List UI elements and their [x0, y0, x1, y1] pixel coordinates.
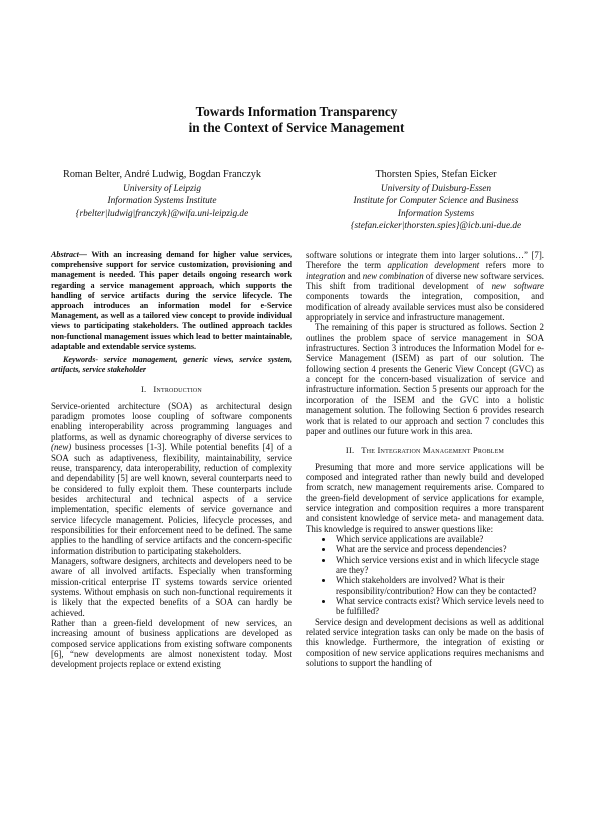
text-run: Service-oriented architecture (SOA) as architectural design paradigm promotes loose coupling of software components enabling interoperability across programming languages and platforms, as well as dynamic choreography of diverse services to: [51, 400, 292, 442]
author-university: University of Leipzig: [123, 184, 201, 195]
list-item: • Which service applications are available?: [334, 534, 544, 544]
list-item: • Which service versions exist and in which lifecycle stage are they?: [334, 555, 544, 576]
text-run-italic: (new): [51, 442, 72, 453]
abstract-lead: Abstract—: [51, 250, 87, 259]
author-names: Thorsten Spies, Stefan Eicker: [375, 169, 497, 180]
paper-title: [0, 104, 593, 136]
keywords: Keywords- service management, generic views, service system, artifacts, service stakeholder: [51, 355, 292, 375]
text-run: software solutions or integrate them into larger solutions…” [7]. Therefore the term: [306, 250, 544, 271]
abstract: [51, 250, 292, 352]
author-institute-2: Information Systems: [397, 208, 475, 219]
problem-paragraph-1: Presuming that more and more service applications will be composed and integrated rather than newly build and developed from scratch, new management requirements arise. Compared to the green-field development of service applications for example, service integration and composition requires a more transparent and consistent knowledge of service meta- and management data. This knowledge is required to answer questions like:: [306, 461, 544, 534]
intro-paragraph-1: [51, 401, 292, 556]
title-line-2: in the Context of Service Management: [188, 120, 405, 135]
question-list: [306, 534, 544, 617]
author-university: University of Duisburg-Essen: [380, 184, 492, 195]
section-number: II.: [345, 445, 355, 456]
title-line-1: Towards Information Transparency: [195, 104, 398, 119]
problem-paragraph-2: Service design and development decisions as well as additional related service integration tasks can only be made on the basis of this knowledge. Furthermore, the integration of existing or composition of new service applications requires mechanisms and solutions to support the handling of: [306, 616, 544, 669]
author-institute: Information Systems Institute: [107, 196, 217, 207]
text-run: business processes [1-3]. While potential benefits [4] of a SOA such as adaptiveness, flexibility, maintainability, service reuse, transparency, data interoperability, reduction of complexity and dependability [5] are well known, several counterparts need to be considered to fully exploit them. These counterparts include besides architectural and technical aspects of a service implementation, specific elements of service governance and service lifecycle management. Policies, lifecycle processes, and responsibilities for their enforcement need to be defined. The same applies to the handling of service artifacts and the concern-specific information distribution to participating stakeholders.: [51, 442, 292, 556]
section-title: The Integration Management Problem: [361, 445, 505, 456]
author-email: {stefan.eicker|thorsten.spies}@icb.uni-due.de: [350, 220, 522, 231]
author-names: Roman Belter, André Ludwig, Bogdan Franczyk: [63, 169, 261, 180]
text-run: and: [345, 270, 363, 281]
intro-paragraph-2: Managers, software designers, architects and developers need to be aware of all involved artifacts. Especially when transforming mission-critical enterprise IT systems towards service oriented systems. Without emphasis on such non-functional requirements it is likely that the expected benefits of a SOA can hardly be achieved.: [51, 555, 292, 618]
text-run-italic: application development: [387, 260, 480, 271]
text-run: refers more to: [479, 260, 544, 271]
text-run-italic: new software: [491, 281, 544, 292]
text-run-italic: new combination: [362, 270, 424, 281]
text-run: of diverse new software services. This shift from traditional development of: [306, 270, 544, 292]
author-institute: Institute for Computer Science and Business: [353, 196, 519, 207]
author-email: {rbelter|ludwig|franczyk}@wifa.uni-leipzig.de: [75, 208, 249, 219]
intro-paragraph-3: Rather than a green-field development of new services, an increasing amount of business applications are developed as composed service applications from existing software components [6], “new developments are almost nonexistent today. Most development projects replace or extend existing: [51, 618, 292, 670]
list-item: • Which stakeholders are involved? What is their responsibility/contribution? How can they be contacted?: [334, 575, 544, 596]
intro-continued-paragraph: [306, 250, 544, 322]
list-item: • What service contracts exist? Which service levels need to be fulfilled?: [334, 596, 544, 617]
author-block-duisburg: [316, 169, 556, 232]
section-heading-introduction: [51, 384, 292, 394]
list-item: • What are the service and process dependencies?: [334, 544, 544, 554]
right-column: [306, 250, 544, 668]
author-block-leipzig: [42, 169, 282, 220]
structure-paragraph: The remaining of this paper is structured as follows. Section 2 outlines the problem space of service management in SOA infrastructures. Section 3 introduces the Information Model for e-Service Management (ISEM) as part of our solution. The following section 4 presents the Generic View Concept (GVC) as a concept for the concern-based visualization of service and infrastructure information. Section 5 presents our approach for the incorporation of the ISEM and the GVC into a holistic management solution. The following Section 6 provides research work that is related to our approach and section 7 concludes this paper and outlines our future work in this area.: [306, 322, 544, 436]
text-run-italic: integration: [306, 270, 346, 281]
left-column: [51, 250, 292, 670]
text-run: components towards the integration, composition, and modification of already available services must also be considered appropriately in service and infrastructure management.: [306, 291, 544, 323]
section-title: Introduction: [153, 384, 202, 395]
section-heading-integration-problem: [306, 445, 544, 455]
abstract-body: With an increasing demand for higher value services, comprehensive support for service customization, provisioning and management is needed. This paper details ongoing research work regarding a service management approach, which supports the handling of service artifacts during the service lifecycle. The approach introduces an information model for e-Service Management, as well as a tailored view concept to provide individual views to participating stakeholders. The outlined approach tackles non-functional management issues which lead to better maintainable, adaptable and extendable service systems.: [51, 250, 292, 351]
section-number: I.: [141, 384, 147, 395]
